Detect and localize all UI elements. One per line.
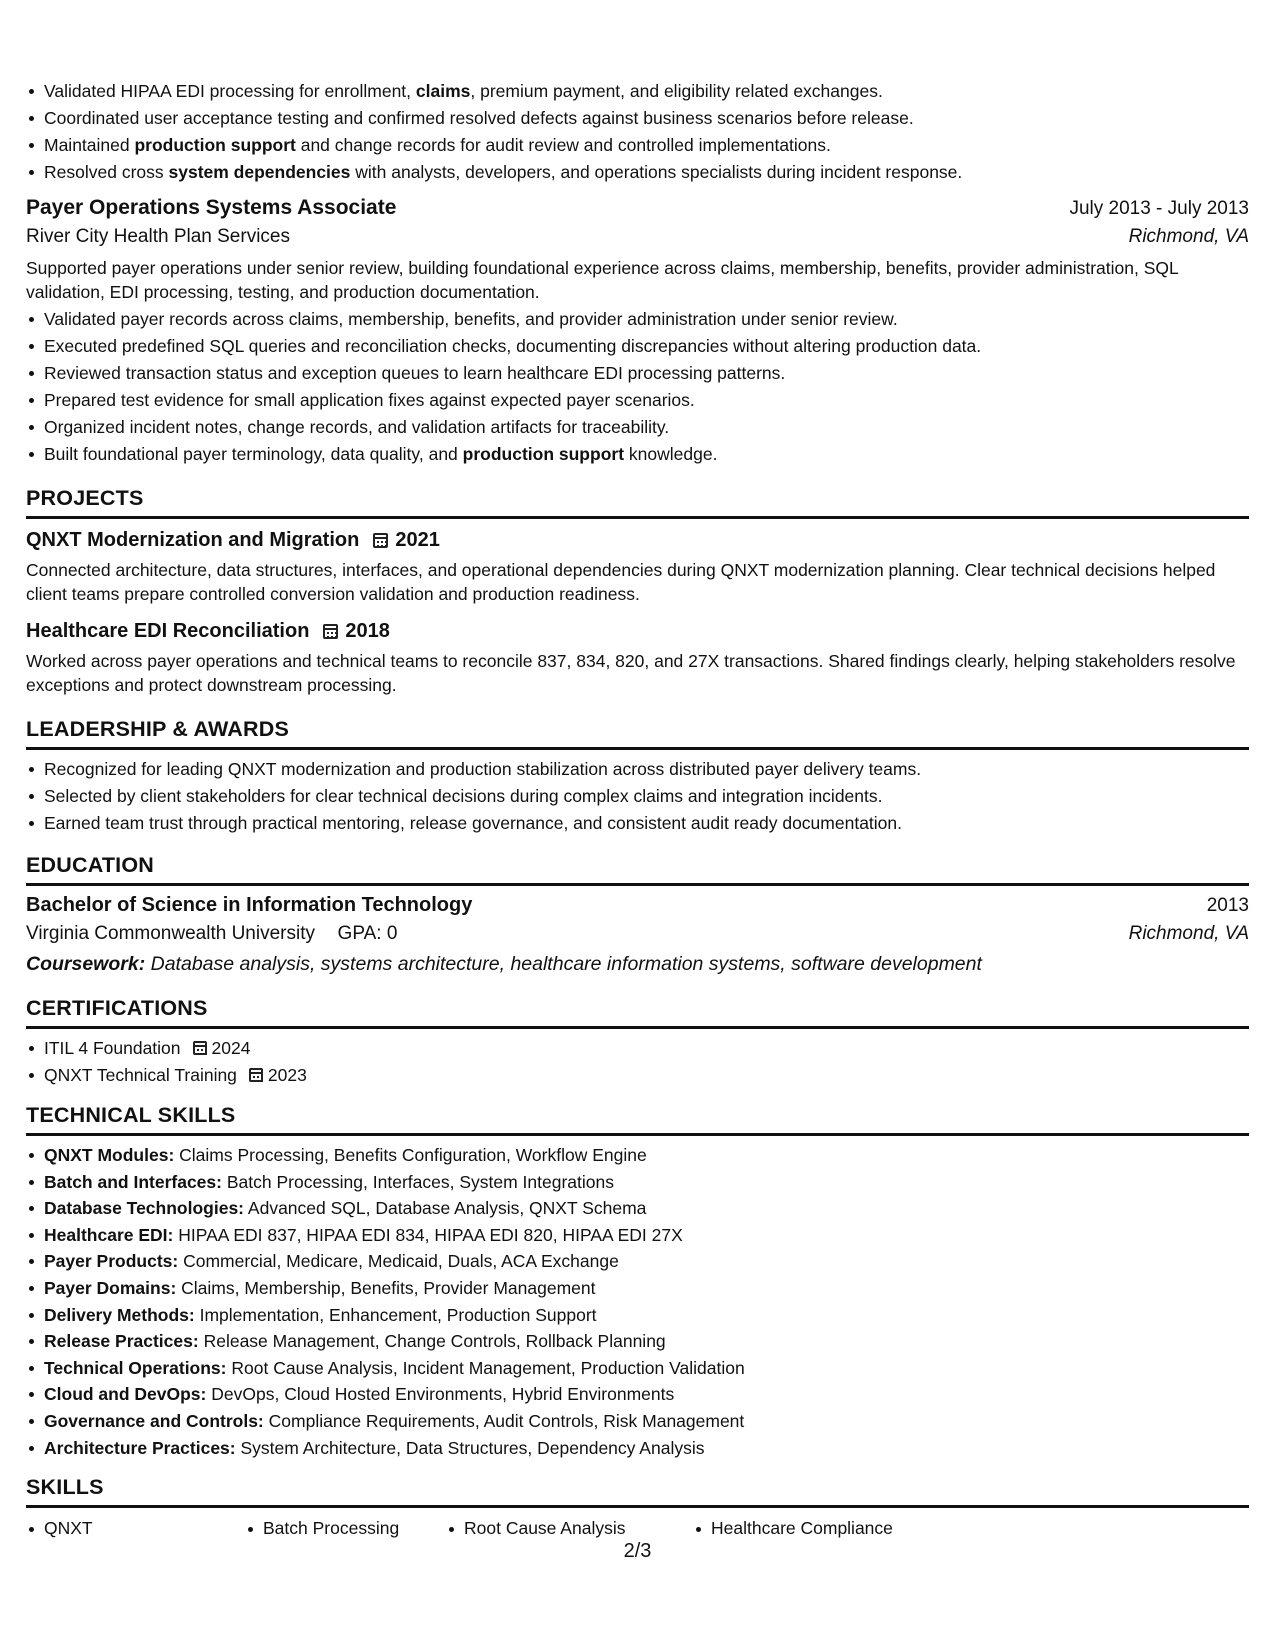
skill-category: Technical Operations: bbox=[44, 1357, 227, 1378]
bullet-text: Executed predefined SQL queries and reconciliation checks, documenting discrepancies without altering production data. bbox=[44, 336, 982, 356]
bullet-text: Prepared test evidence for small application fixes against expected payer scenarios. bbox=[44, 390, 695, 410]
technical-skill-item bbox=[26, 1195, 1249, 1222]
bullet-text: and change records for audit review and controlled implementations. bbox=[295, 135, 831, 155]
leadership-item: Recognized for leading QNXT modernization and production stabilization across distributed payer delivery teams. bbox=[26, 756, 1249, 783]
list-item bbox=[26, 360, 1249, 387]
calendar-icon bbox=[323, 624, 338, 639]
previous-job-bullets bbox=[26, 78, 1249, 186]
technical-skill-item bbox=[26, 1275, 1249, 1302]
skill-values: System Architecture, Data Structures, Dependency Analysis bbox=[240, 1437, 705, 1458]
technical-skill-item bbox=[26, 1328, 1249, 1355]
list-item bbox=[26, 414, 1249, 441]
certification-name: ITIL 4 Foundation bbox=[44, 1038, 181, 1058]
bullet-text: Validated payer records across claims, membership, benefits, and provider administration under senior review. bbox=[44, 309, 898, 329]
skill-values: Commercial, Medicare, Medicaid, Duals, ACA Exchange bbox=[183, 1251, 619, 1272]
project-title-row bbox=[26, 620, 1249, 643]
skill-category: Delivery Methods: bbox=[44, 1304, 195, 1325]
leadership-list bbox=[26, 756, 1249, 837]
section-heading-projects: PROJECTS bbox=[26, 486, 1249, 519]
job-title: Payer Operations Systems Associate bbox=[26, 196, 397, 219]
skill-values: Implementation, Enhancement, Production Support bbox=[199, 1304, 597, 1325]
leadership-item: Earned team trust through practical mentoring, release governance, and consistent audit ready documentation. bbox=[26, 810, 1249, 837]
list-item bbox=[26, 132, 1249, 159]
coursework-text: Database analysis, systems architecture, healthcare information systems, software development bbox=[150, 953, 982, 975]
project-title-row bbox=[26, 529, 1249, 552]
skill-values: Claims Processing, Benefits Configuration, Workflow Engine bbox=[179, 1145, 647, 1165]
school-location: Richmond, VA bbox=[1128, 923, 1249, 944]
project-entry bbox=[26, 620, 1249, 697]
technical-skill-item bbox=[26, 1222, 1249, 1249]
coursework bbox=[26, 953, 1249, 976]
technical-skill-item bbox=[26, 1355, 1249, 1382]
projects-list bbox=[26, 529, 1249, 697]
skill-values: Compliance Requirements, Audit Controls, Risk Management bbox=[268, 1410, 745, 1431]
technical-skill-item bbox=[26, 1381, 1249, 1408]
bullet-text: Reviewed transaction status and exception queues to learn healthcare EDI processing patterns. bbox=[44, 363, 786, 383]
bullet-text: Maintained bbox=[44, 135, 135, 155]
project-year: 2021 bbox=[395, 529, 440, 551]
bullet-text: Validated HIPAA EDI processing for enrollment, bbox=[44, 81, 416, 101]
project-entry bbox=[26, 529, 1249, 606]
coursework-label: Coursework: bbox=[26, 953, 146, 975]
graduation-year: 2013 bbox=[1206, 895, 1249, 916]
certification-item bbox=[26, 1035, 1249, 1062]
project-description: Connected architecture, data structures, interfaces, and operational dependencies during QNXT modernization planning. Clear technical decisions helped client teams prepare controlled conversion validation and production readiness. bbox=[26, 560, 1216, 604]
degree-title: Bachelor of Science in Information Technology bbox=[26, 894, 473, 916]
skill-item: QNXT bbox=[26, 1516, 245, 1540]
leadership-item: Selected by client stakeholders for clear technical decisions during complex claims and integration incidents. bbox=[26, 783, 1249, 810]
skill-category: Batch and Interfaces: bbox=[44, 1171, 222, 1192]
gpa: GPA: 0 bbox=[337, 923, 398, 944]
bullet-emphasis: production support bbox=[134, 135, 296, 155]
school-name: Virginia Commonwealth University bbox=[26, 923, 315, 944]
bullet-text: Organized incident notes, change records, and validation artifacts for traceability. bbox=[44, 417, 670, 437]
calendar-icon bbox=[373, 533, 388, 548]
list-item bbox=[26, 333, 1249, 360]
project-year: 2018 bbox=[345, 620, 390, 642]
technical-skill-item bbox=[26, 1248, 1249, 1275]
list-item bbox=[26, 105, 1249, 132]
page-number: 2/3 bbox=[623, 1540, 652, 1562]
skill-category: Payer Domains: bbox=[44, 1277, 177, 1298]
list-item bbox=[26, 78, 1249, 105]
list-item bbox=[26, 306, 1249, 333]
company-name: River City Health Plan Services bbox=[26, 226, 290, 247]
bullet-text: with analysts, developers, and operations specialists during incident response. bbox=[350, 162, 963, 182]
skill-values: Root Cause Analysis, Incident Management, Production Validation bbox=[231, 1357, 745, 1378]
calendar-icon bbox=[193, 1041, 207, 1055]
technical-skill-item bbox=[26, 1169, 1249, 1196]
bullet-text: Coordinated user acceptance testing and confirmed resolved defects against business scenarios before release. bbox=[44, 108, 914, 128]
bullet-emphasis: system dependencies bbox=[168, 162, 351, 182]
certifications-list bbox=[26, 1035, 1249, 1089]
skill-category: Healthcare EDI: bbox=[44, 1224, 174, 1245]
certification-name: QNXT Technical Training bbox=[44, 1065, 237, 1085]
project-title: QNXT Modernization and Migration bbox=[26, 529, 360, 551]
section-heading-certifications: CERTIFICATIONS bbox=[26, 996, 1249, 1029]
certification-year: 2023 bbox=[267, 1065, 307, 1085]
technical-skill-item bbox=[26, 1408, 1249, 1435]
skill-values: Release Management, Change Controls, Rollback Planning bbox=[203, 1331, 666, 1352]
skill-category: Release Practices: bbox=[44, 1331, 199, 1352]
skill-category: Architecture Practices: bbox=[44, 1437, 236, 1458]
section-heading-education: EDUCATION bbox=[26, 853, 1249, 886]
resume-page bbox=[26, 78, 1249, 1540]
section-heading-leadership: LEADERSHIP & AWARDS bbox=[26, 717, 1249, 750]
skill-values: DevOps, Cloud Hosted Environments, Hybrid Environments bbox=[211, 1384, 675, 1405]
skill-values: Claims, Membership, Benefits, Provider Management bbox=[181, 1277, 596, 1298]
skill-item: Healthcare Compliance bbox=[693, 1516, 953, 1540]
skill-category: Cloud and DevOps: bbox=[44, 1384, 207, 1405]
bullet-text: Built foundational payer terminology, data quality, and bbox=[44, 444, 463, 464]
list-item bbox=[26, 387, 1249, 414]
skill-category: Payer Products: bbox=[44, 1251, 179, 1272]
bullet-emphasis: production support bbox=[462, 444, 625, 464]
job-summary: Supported payer operations under senior review, building foundational experience across claims, membership, benefits, provider administration, SQL validation, EDI processing, testing, and production documentation. bbox=[26, 258, 1179, 302]
bullet-text: knowledge. bbox=[624, 444, 718, 464]
certification-item bbox=[26, 1062, 1249, 1089]
job-entry bbox=[26, 196, 1249, 468]
education-entry bbox=[26, 894, 1249, 976]
technical-skills-list bbox=[26, 1142, 1249, 1461]
section-heading-technical-skills: TECHNICAL SKILLS bbox=[26, 1103, 1249, 1136]
skill-category: Database Technologies: bbox=[44, 1198, 245, 1219]
skill-category: Governance and Controls: bbox=[44, 1410, 264, 1431]
bullet-text: , premium payment, and eligibility related exchanges. bbox=[470, 81, 883, 101]
technical-skill-item bbox=[26, 1142, 1249, 1169]
skill-category: QNXT Modules: bbox=[44, 1145, 175, 1165]
job-location: Richmond, VA bbox=[1128, 226, 1249, 247]
project-title: Healthcare EDI Reconciliation bbox=[26, 620, 310, 642]
list-item bbox=[26, 159, 1249, 186]
technical-skill-item bbox=[26, 1435, 1249, 1462]
skill-values: HIPAA EDI 837, HIPAA EDI 834, HIPAA EDI 820, HIPAA EDI 27X bbox=[178, 1224, 683, 1245]
skill-values: Batch Processing, Interfaces, System Integrations bbox=[226, 1171, 614, 1192]
job-bullets bbox=[26, 306, 1249, 468]
project-description: Worked across payer operations and technical teams to reconcile 837, 834, 820, and 27X transactions. Shared findings clearly, helping stakeholders resolve exceptions and protect downstream processing. bbox=[26, 651, 1236, 695]
bullet-text: Resolved cross bbox=[44, 162, 169, 182]
calendar-icon bbox=[249, 1068, 263, 1082]
section-heading-skills: SKILLS bbox=[26, 1475, 1249, 1508]
job-dates: July 2013 - July 2013 bbox=[1069, 198, 1249, 219]
certification-year: 2024 bbox=[211, 1038, 251, 1058]
skill-item: Root Cause Analysis bbox=[446, 1516, 693, 1540]
skills-list bbox=[26, 1516, 1249, 1540]
technical-skill-item bbox=[26, 1302, 1249, 1329]
bullet-emphasis: claims bbox=[415, 81, 471, 101]
skill-item: Batch Processing bbox=[245, 1516, 446, 1540]
skill-values: Advanced SQL, Database Analysis, QNXT Schema bbox=[247, 1198, 647, 1219]
list-item bbox=[26, 441, 1249, 468]
